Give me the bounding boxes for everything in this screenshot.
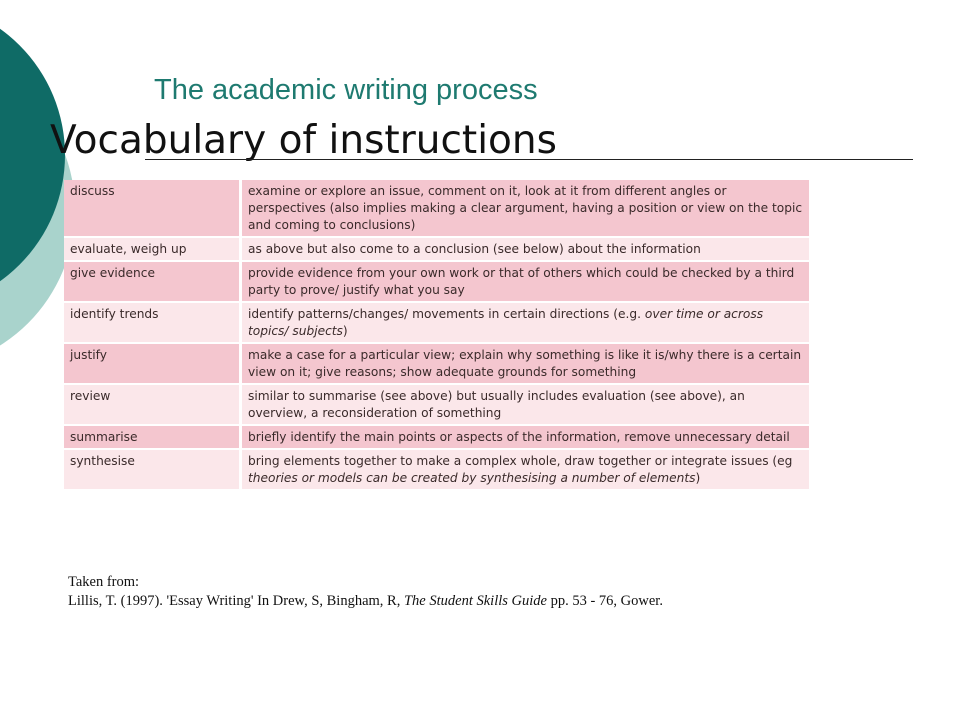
table-row: [64, 343, 809, 384]
term-cell: justify: [64, 343, 241, 384]
definition-cell: examine or explore an issue, comment on it, look at it from different angles or perspectives (also implies making a clear argument, having a position or view on the topic and coming to conclusions): [241, 180, 810, 237]
definition-text: ): [342, 324, 348, 338]
slide-subtitle: The academic writing process: [154, 74, 538, 106]
title-underline: [145, 159, 913, 160]
term-cell: give evidence: [64, 261, 241, 302]
table-row: [64, 180, 809, 237]
citation-part: pp. 53 - 76, Gower.: [546, 593, 663, 609]
vocabulary-table: [64, 180, 809, 491]
citation-book-title: The Student Skills Guide: [403, 593, 547, 609]
slide-title: Vocabulary of instructions: [50, 118, 557, 163]
term-cell: synthesise: [64, 449, 241, 490]
table-row: [64, 425, 809, 449]
definition-text: bring elements together to make a complex whole, draw together or integrate issues (eg: [248, 454, 793, 468]
table-row: [64, 237, 809, 261]
source-citation: [68, 573, 828, 611]
definition-cell: provide evidence from your own work or that of others which could be checked by a third party to prove/ justify what you say: [241, 261, 810, 302]
definition-italic: theories or models can be created by synthesising a number of elements: [248, 471, 696, 485]
term-cell: evaluate, weigh up: [64, 237, 241, 261]
definition-text: ): [695, 471, 701, 485]
definition-cell: [241, 302, 810, 343]
definition-cell: make a case for a particular view; explain why something is like it is/why there is a certain view on it; give reasons; show adequate grounds for something: [241, 343, 810, 384]
term-cell: summarise: [64, 425, 241, 449]
definition-italic: over time or across topics/ subjects: [248, 307, 764, 338]
citation-part: Lillis, T. (1997). 'Essay Writing' In Drew, S, Bingham, R,: [68, 593, 404, 609]
table-row: [64, 302, 809, 343]
term-cell: discuss: [64, 180, 241, 237]
citation-text: [68, 592, 828, 611]
taken-from-label: Taken from:: [68, 574, 140, 590]
term-cell: identify trends: [64, 302, 241, 343]
definition-cell: [241, 449, 810, 490]
term-cell: review: [64, 384, 241, 425]
definition-text: identify patterns/changes/ movements in certain directions (e.g.: [248, 307, 645, 321]
definition-cell: briefly identify the main points or aspects of the information, remove unnecessary detail: [241, 425, 810, 449]
definition-cell: as above but also come to a conclusion (see below) about the information: [241, 237, 810, 261]
table-row: [64, 261, 809, 302]
table-row: [64, 449, 809, 490]
definition-cell: similar to summarise (see above) but usually includes evaluation (see above), an overview, a reconsideration of something: [241, 384, 810, 425]
table-row: [64, 384, 809, 425]
